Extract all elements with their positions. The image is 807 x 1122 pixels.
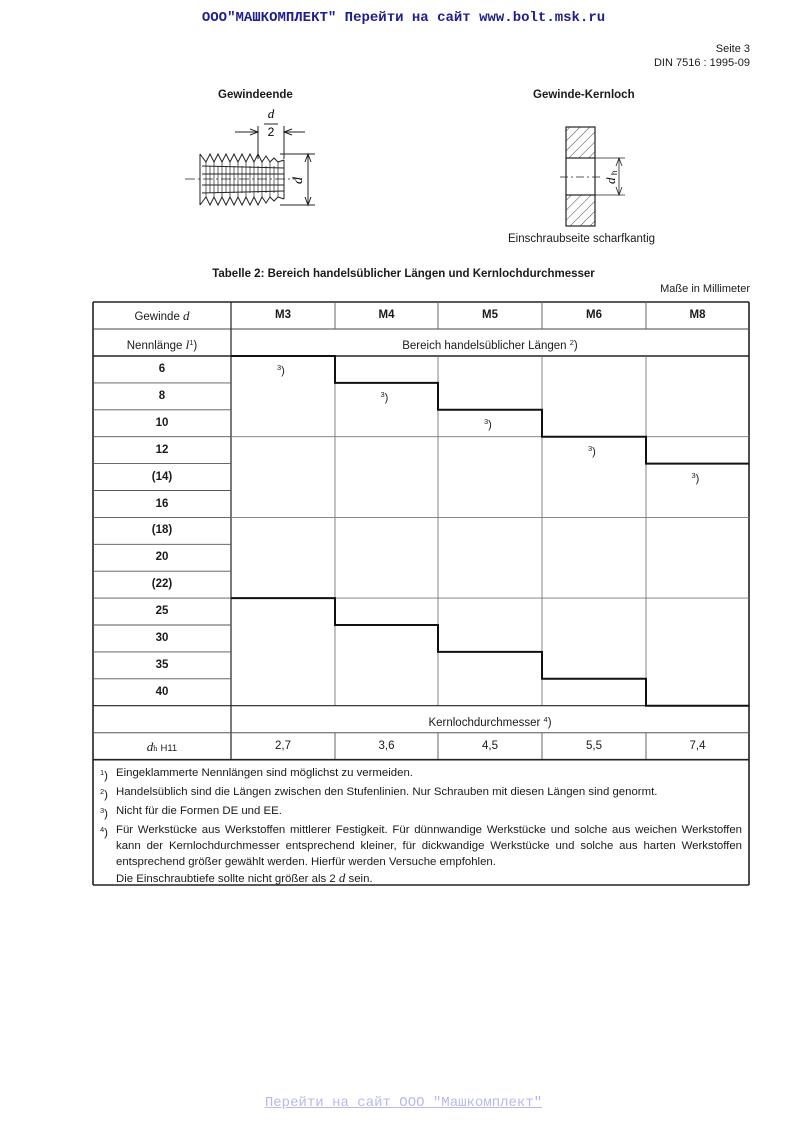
figure-title-thread-end: Gewindeende — [218, 89, 293, 101]
dim-core-hole-sub: h — [610, 170, 619, 175]
footnote-text: Für Werkstücke aus Werkstoffen mittlerer Festigkeit. Für dünnwandige Werkstücke und solche aus weichen Werkstoffen kann der Kernlochdurchmesser entsprechend kleiner, für dickwandige Werkstücke und solche aus harten Werkstoffen entsprechend größer gewählt werden. Hierfür werden Versuche empfohlen. — [116, 824, 742, 868]
length-row-label: (14) — [151, 470, 173, 483]
core-label-symbol: d — [146, 739, 154, 754]
column-header-m3: M3 — [275, 309, 291, 321]
column-header-m6: M6 — [586, 309, 602, 321]
dim-fraction-numerator: d — [267, 106, 275, 121]
length-footnote-ref: 1 — [189, 338, 194, 347]
length-label-symbol: l — [185, 337, 190, 352]
range-note-mark: $^3$) — [484, 416, 492, 431]
core-value-m5: 4,5 — [482, 739, 498, 752]
footnote-mark: $^1$) — [100, 768, 108, 782]
length-row-label: 30 — [155, 632, 169, 644]
core-label — [93, 733, 231, 760]
length-row-label: 6 — [158, 363, 166, 375]
range-note-mark: $^3$) — [277, 363, 285, 377]
footnote-extra-before: Die Einschraubtiefe sollte nicht größer als 2 — [116, 873, 339, 885]
length-row-label: 35 — [155, 658, 169, 671]
footnote-extra-text — [116, 870, 742, 887]
page-number: Seite 3 — [715, 43, 750, 55]
range-note-sup: 3 — [484, 416, 489, 426]
figure-title-core-hole: Gewinde-Kernloch — [533, 89, 635, 101]
footnote-4 — [100, 822, 742, 870]
range-note-mark: $^3$) — [691, 470, 700, 485]
length-label: Nennlänge $l^1$) — [126, 337, 198, 352]
header-thread-label — [93, 302, 231, 329]
range-note-sup: 3 — [588, 443, 593, 453]
footnote-mark: $^4$) — [100, 825, 108, 839]
length-row-label: 20 — [155, 551, 169, 564]
length-row-label: 10 — [155, 416, 169, 429]
figure-caption-core-hole: Einschraubseite scharfkantig — [508, 233, 656, 245]
range-note-sup: 3 — [277, 363, 282, 372]
footnote-2 — [100, 784, 742, 803]
range-footnote-ref: 2 — [569, 338, 574, 347]
core-value-m3: 2,7 — [275, 739, 291, 752]
column-header-m4: M4 — [378, 309, 395, 321]
range-note-sup: 3 — [380, 389, 385, 399]
length-row-label: 16 — [155, 497, 169, 510]
dim-core-hole-label: d — [603, 177, 618, 184]
standard-id: DIN 7516 : 1995-09 — [653, 57, 750, 69]
range-upper-step-line — [231, 356, 749, 464]
core-header: Kernlochdurchmesser $^4$) — [428, 715, 552, 729]
column-header-m8: M8 — [689, 309, 706, 321]
footnote-mark: $^2$) — [100, 787, 108, 801]
site-link-top[interactable]: ООО"МАШКОМПЛЕКТ" Перейти на сайт www.bolt.msk.ru — [201, 10, 606, 26]
range-header-text: Bereich handelsüblicher Längen — [402, 340, 567, 352]
footnote-extra — [100, 870, 742, 887]
range-lower-step-line — [231, 598, 749, 706]
dim-diameter-label: d — [291, 177, 306, 184]
header-thread-symbol: d — [183, 308, 190, 323]
length-row-label: 25 — [155, 605, 169, 618]
footnote-mark: $^3$) — [100, 806, 108, 820]
table-units: Maße in Millimeter — [660, 283, 750, 295]
core-footnote-ref: 4 — [543, 715, 548, 724]
core-value-m8: 7,4 — [689, 739, 706, 752]
footnote-text: Handelsüblich sind die Längen zwischen den Stufenlinien. Nur Schrauben mit diesen Längen sind genormt. — [116, 786, 658, 798]
core-value-m4: 3,6 — [378, 739, 395, 752]
length-row-label: 12 — [155, 443, 169, 456]
range-note-sup: 3 — [691, 470, 696, 480]
length-row-label: 8 — [158, 389, 166, 402]
range-note-mark: $^3$) — [588, 443, 596, 458]
dim-fraction-denominator: 2 — [267, 125, 275, 139]
core-tolerance: H11 — [160, 743, 178, 754]
footnote-extra-after: sein. — [345, 873, 373, 885]
site-link-bottom[interactable]: Перейти на сайт ООО "Машкомплект" — [264, 1095, 543, 1111]
column-header-m5: M5 — [482, 309, 498, 321]
footnote-text: Eingeklammerte Nennlängen sind möglichst zu vermeiden. — [116, 767, 413, 779]
footnote-3 — [100, 803, 742, 822]
range-note-mark: $^3$) — [380, 389, 389, 404]
table-title: Tabelle 2: Bereich handelsüblicher Längen und Kernlochdurchmesser — [212, 268, 595, 280]
length-label-text: Nennlänge — [126, 340, 183, 352]
length-row-label: (18) — [151, 524, 173, 537]
core-header-text: Kernlochdurchmesser — [428, 717, 541, 729]
length-row-label: (22) — [151, 578, 173, 591]
range-header: Bereich handelsüblicher Längen $^2$) — [402, 338, 578, 352]
core-label-sub: h — [153, 744, 158, 753]
footnotes — [100, 765, 742, 887]
length-row-label: 40 — [155, 685, 169, 698]
footnote-extra-symbol: d — [338, 870, 346, 885]
footnote-text: Nicht für die Formen DE und EE. — [116, 805, 282, 817]
footnote-1 — [100, 765, 742, 784]
core-value-m6: 5,5 — [586, 739, 602, 752]
header-thread-text: Gewinde — [134, 311, 180, 323]
